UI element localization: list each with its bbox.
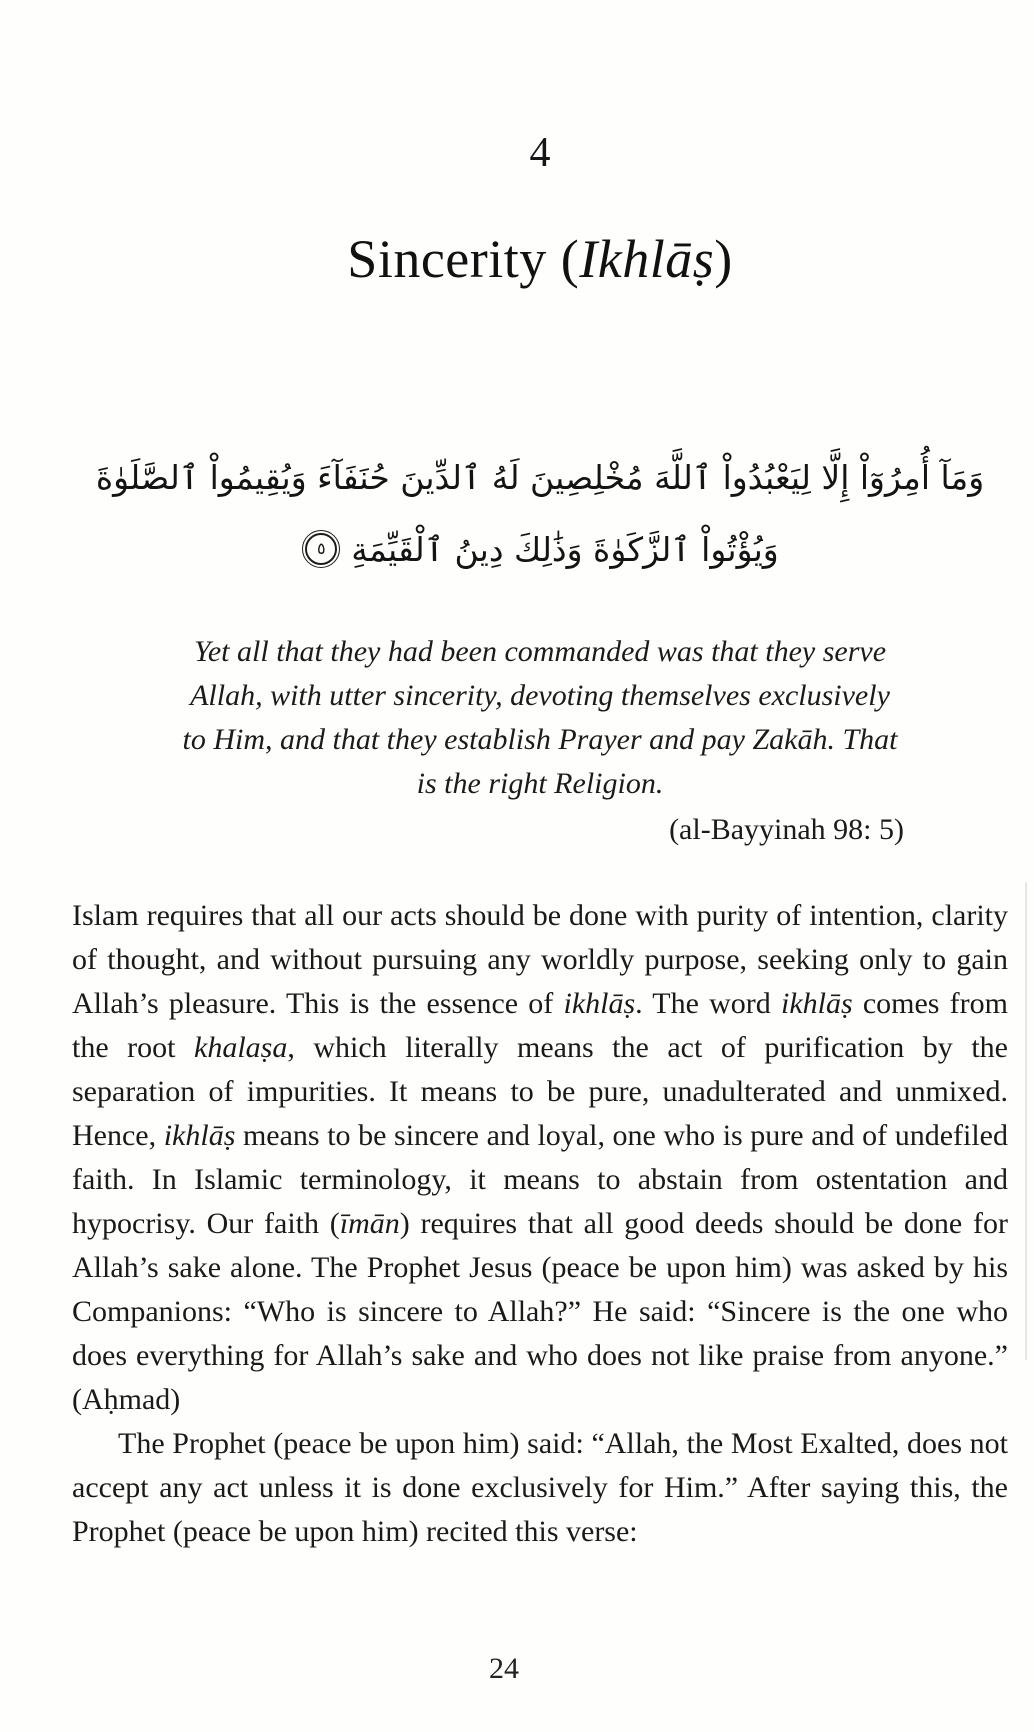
body-paragraph: The Prophet (peace be upon him) said: “Allah, the Most Exalted, does not accept any act unless it is done exclusively for Him.” After saying this, the Prophet (peace be upon him) recited this verse: bbox=[72, 1427, 1008, 1549]
body-paragraph: Islam requires that all our acts should be done with purity of intention, clarity of thought, and without pursuing any worldly purpose, seeking only to gain Allah’s pleasure. This is the essence of ikhlāṣ. The word ikhlāṣ comes from the root khalaṣa, which literally means the act of purification by the separation of impurities. It means to be pure, unadulterated and unmixed. Hence, ikhlāṣ means to be sincere and loyal, one who is pure and of undefiled faith. In Islamic terminology, it means to abstain from ostentation and hypocrisy. Our faith (īmān) requires that all good deeds should be done for Allah’s sake alone. The Prophet Jesus (peace be upon him) was asked by his Companions: “Who is sincere to Allah?” He said: “Sincere is the one who does everything for Allah’s sake and who does not like praise from anyone.” (Aḥmad) bbox=[72, 899, 1008, 1417]
chapter-number: 4 bbox=[529, 130, 551, 176]
chapter-title: Sincerity (Ikhlāṣ) bbox=[347, 229, 733, 289]
quran-verse-arabic-line-2 bbox=[72, 514, 1008, 586]
ayah-end-ornament: ٥ bbox=[305, 533, 337, 565]
quran-verse-arabic-line-1: وَمَآ أُمِرُوٓاْ إِلَّا لِيَعْبُدُواْ ٱللَّهَ مُخْلِصِينَ لَهُ ٱلدِّينَ حُنَفَآءَ وَيُقِيمُواْ ٱلصَّلَوٰةَ bbox=[95, 458, 985, 498]
page-number: 24 bbox=[489, 1652, 519, 1685]
quran-verse-arabic-line-2-text: وَيُؤْتُواْ ٱلزَّكَوٰةَ وَذَٰلِكَ دِينُ ٱلْقَيِّمَةِ bbox=[351, 530, 779, 570]
body-text bbox=[72, 894, 1008, 1554]
text-column bbox=[72, 0, 1008, 1554]
verse-translation: Yet all that they had been commanded was that they serve Allah, with utter sincerity, devoting themselves exclusively to Him, and that they establish Prayer and pay Zakāh. That is the right Religion. bbox=[182, 635, 898, 801]
quran-verse-arabic bbox=[72, 442, 1008, 586]
verse-citation: (al-Bayyinah 98: 5) bbox=[669, 813, 904, 847]
scan-artifact-streak bbox=[1025, 882, 1027, 1360]
